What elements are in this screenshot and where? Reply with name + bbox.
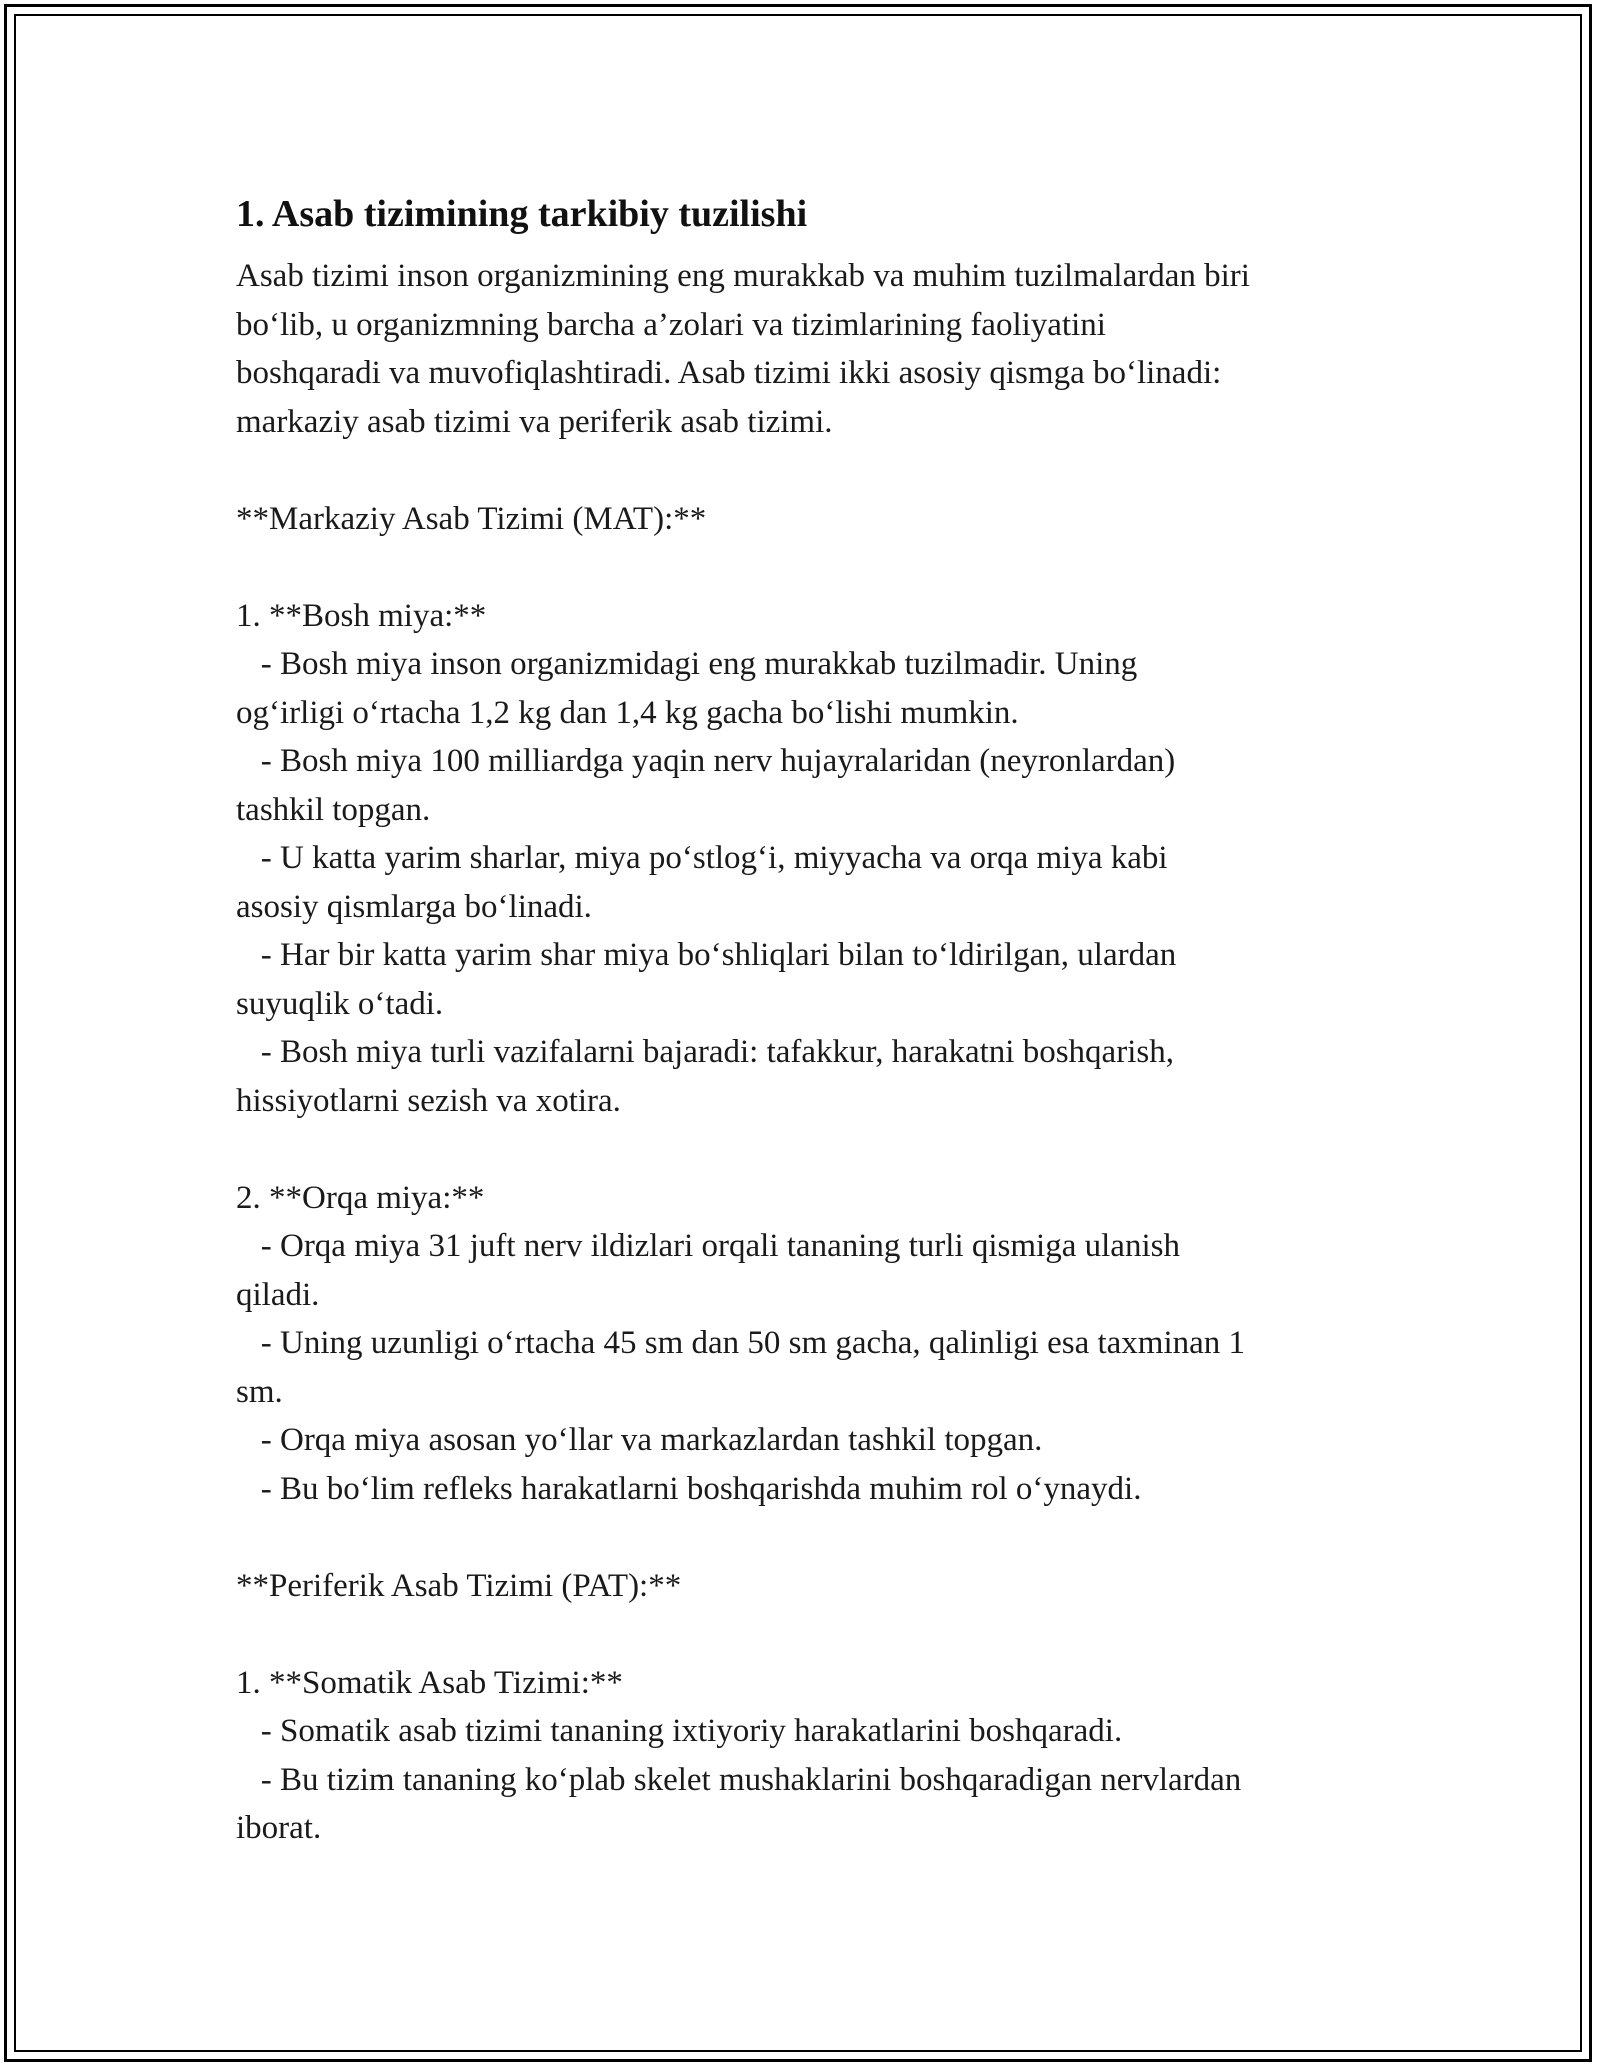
list-line: - U katta yarim sharlar, miya po‘stlog‘i, miyyacha va orqa miya kabi xyxy=(236,840,1168,876)
intro-line: markaziy asab tizimi va periferik asab tizimi. xyxy=(236,403,833,440)
pat-section-title: **Periferik Asab Tizimi (PAT):** xyxy=(236,1567,682,1604)
list-line: - Somatik asab tizimi tananing ixtiyoriy harakatlarini boshqaradi. xyxy=(236,1713,1123,1749)
document-page xyxy=(236,182,1386,1853)
list-line: - Bosh miya 100 milliardga yaqin nerv hujayralaridan (neyronlardan) xyxy=(236,743,1176,779)
orqa-miya-list xyxy=(236,1222,1386,1513)
blank-line xyxy=(236,1125,1386,1174)
list-line: iborat. xyxy=(236,1810,322,1846)
list-line: - Bosh miya turli vazifalarni bajaradi: tafakkur, harakatni boshqarish, xyxy=(236,1034,1174,1070)
list-line: asosiy qismlarga bo‘linadi. xyxy=(236,888,592,925)
list-line: qiladi. xyxy=(236,1276,320,1313)
intro-line: boshqaradi va muvofiqlashtiradi. Asab tizimi ikki asosiy qismga bo‘linadi: xyxy=(236,355,1222,391)
list-line: og‘irligi o‘rtacha 1,2 kg dan 1,4 kg gacha bo‘lishi mumkin. xyxy=(236,694,1019,731)
mat-section-title: **Markaziy Asab Tizimi (MAT):** xyxy=(236,500,707,537)
blank-line xyxy=(236,1513,1386,1562)
intro-line: bo‘lib, u organizmning barcha a’zolari va tizimlarining faoliyatini xyxy=(236,306,1106,343)
list-line: - Bosh miya inson organizmidagi eng murakkab tuzilmadir. Uning xyxy=(236,646,1138,682)
intro-line: Asab tizimi inson organizmining eng murakkab va muhim tuzilmalardan biri xyxy=(236,258,1250,294)
list-line: tashkil topgan. xyxy=(236,791,431,828)
somatik-list xyxy=(236,1707,1386,1853)
bosh-miya-list xyxy=(236,640,1386,1125)
list-line: - Uning uzunligi o‘rtacha 45 sm dan 50 sm gacha, qalinligi esa taxminan 1 xyxy=(236,1325,1246,1361)
list-line: - Har bir katta yarim shar miya bo‘shliqlari bilan to‘ldirilgan, ulardan xyxy=(236,937,1177,973)
somatik-title: 1. **Somatik Asab Tizimi:** xyxy=(236,1664,623,1701)
intro-paragraph xyxy=(236,252,1386,446)
list-line: sm. xyxy=(236,1373,283,1410)
blank-line xyxy=(236,446,1386,495)
list-line: suyuqlik o‘tadi. xyxy=(236,985,444,1022)
list-line: hissiyotlarni sezish va xotira. xyxy=(236,1082,621,1119)
list-line: - Orqa miya asosan yo‘llar va markazlardan tashkil topgan. xyxy=(236,1422,1043,1458)
section-heading: 1. Asab tizimining tarkibiy tuzilishi xyxy=(236,193,808,235)
list-line: - Bu bo‘lim refleks harakatlarni boshqarishda muhim rol o‘ynaydi. xyxy=(236,1470,1142,1507)
list-line: - Bu tizim tananing ko‘plab skelet mushaklarini boshqaradigan nervlardan xyxy=(236,1761,1242,1798)
blank-line xyxy=(236,543,1386,592)
blank-line xyxy=(236,1610,1386,1659)
orqa-miya-title: 2. **Orqa miya:** xyxy=(236,1179,485,1216)
bosh-miya-title: 1. **Bosh miya:** xyxy=(236,597,487,634)
list-line: - Orqa miya 31 juft nerv ildizlari orqali tananing turli qismiga ulanish xyxy=(236,1228,1180,1264)
